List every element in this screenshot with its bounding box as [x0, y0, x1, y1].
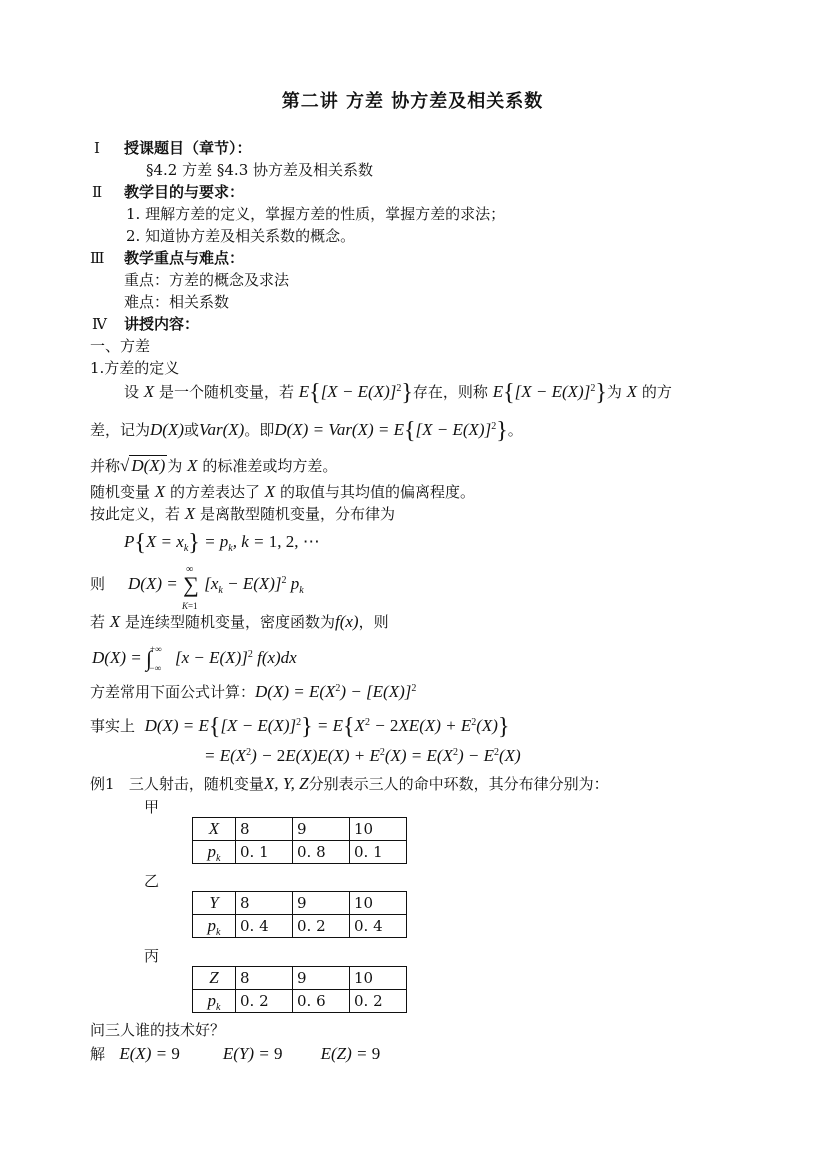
distribution-law: $P\{X = x_k\} = p_k$, k = 1, 2, ⋯: [124, 530, 320, 556]
example-line: 例1 三人射击，随机变量X, Y, Z分别表示三人的命中环数，其分布律分别为：: [90, 774, 609, 793]
table-cell: 9: [293, 892, 350, 915]
distribution-table-y: [192, 891, 407, 938]
table-row: [193, 967, 407, 990]
then-label: 则: [90, 575, 106, 593]
distribution-table-z: [192, 966, 407, 1013]
definition-heading: 1.方差的定义: [90, 359, 180, 377]
table-prob-header: $p_k$: [193, 990, 236, 1013]
proof-line-2: = $E(X^2) - 2E(X)E(X) + E^2(X) = E(X^2) - E^2(X)$: [204, 746, 521, 765]
definition-line-1: 设 X 是一个随机变量，若 $E\{[X - E(X)]^2\}$存在，则称 $E\{[X - E(X)]^2\}$为 X 的方: [124, 380, 672, 406]
computation-formula-line: 方差常用下面公式计算：$D(X) = E(X^2) - [E(X)]^2$: [90, 682, 417, 701]
table-cell: 0. 1: [350, 841, 407, 864]
distribution-table-x: [192, 817, 407, 864]
section-1-label: 授课题目（章节）：: [124, 139, 252, 157]
objective-item-1: 1. 理解方差的定义，掌握方差的性质，掌握方差的求法；: [126, 205, 506, 223]
standard-deviation-line: 并称√ D(X) 为 X 的标准差或均方差。: [90, 456, 338, 475]
table-cell: 10: [350, 967, 407, 990]
continuous-intro: 若 X 是连续型随机变量，密度函数为f(x)，则: [90, 612, 389, 631]
objective-item-2: 2. 知道协方差及相关系数的概念。: [126, 227, 356, 245]
discrete-intro: 按此定义，若 X 是离散型随机变量，分布律为: [90, 504, 395, 523]
table-prob-header: $p_k$: [193, 841, 236, 864]
table-cell: 8: [236, 892, 293, 915]
table-cell: 0. 4: [236, 915, 293, 938]
table-cell: 8: [236, 967, 293, 990]
table-cell: 10: [350, 892, 407, 915]
table-cell: 0. 1: [236, 841, 293, 864]
table-cell: 0. 6: [293, 990, 350, 1013]
table-cell: 0. 2: [293, 915, 350, 938]
table-cell: 10: [350, 818, 407, 841]
question-line: 问三人谁的技术好？: [90, 1021, 226, 1039]
section-4-label: 讲授内容：: [124, 315, 200, 333]
table-row: [193, 990, 407, 1013]
table-row: [193, 892, 407, 915]
part-heading: 一、方差: [90, 337, 151, 355]
table-cell: 0. 4: [350, 915, 407, 938]
table-cell: 9: [293, 967, 350, 990]
page-title: 第二讲 方差 协方差及相关系数: [281, 91, 544, 112]
meaning-line: 随机变量 X 的方差表达了 X 的取值与其均值的偏离程度。: [90, 482, 475, 501]
section-4-number: Ⅳ: [92, 315, 107, 333]
section-3-number: Ⅲ: [90, 249, 105, 267]
table-cell: 0. 2: [236, 990, 293, 1013]
table-cell: 9: [293, 818, 350, 841]
table-variable-header: Y: [193, 892, 236, 915]
table-row: [193, 841, 407, 864]
table-cell: 0. 8: [293, 841, 350, 864]
table-variable-header: Z: [193, 967, 236, 990]
section-3-label: 教学重点与难点：: [124, 249, 245, 267]
table-cell: 8: [236, 818, 293, 841]
table-row: [193, 818, 407, 841]
table-variable-header: X: [193, 818, 236, 841]
table-prob-header: $p_k$: [193, 915, 236, 938]
table-row: [193, 915, 407, 938]
solution-line: 解 E(X) = 9 E(Y) = 9 E(Z) = 9: [90, 1044, 381, 1063]
proof-line-1: 事实上 $D(X) = E\{[X - E(X)]^2\} = E\{X^2 - 2XE(X) + E^2(X)\}$: [90, 714, 510, 740]
table-cell: 0. 2: [350, 990, 407, 1013]
section-2-label: 教学目的与要求：: [124, 183, 245, 201]
section-2-number: Ⅱ: [92, 183, 103, 201]
discrete-variance-formula: D(X) = ∞ ∑ K=1 $[x_k - E(X)]^2$ $p_k$: [128, 564, 304, 611]
key-point: 重点：方差的概念及求法: [124, 271, 290, 289]
section-1-number: Ⅰ: [94, 139, 100, 157]
table-label-yi: 乙: [144, 872, 160, 890]
section-1-content: §4.2 方差 §4.3 协方差及相关系数: [146, 161, 374, 179]
continuous-variance-formula: $D(X) = \int^{+\infty}_{-\infty}[x - E(X)]^2$ f(x)dx: [92, 644, 297, 673]
table-label-jia: 甲: [144, 798, 160, 816]
difficult-point: 难点：相关系数: [124, 293, 230, 311]
definition-line-2: 差，记为D(X)或Var(X)。即$D(X) = Var(X) = E\{[X - E(X)]^2\}$。: [90, 418, 523, 444]
table-label-bing: 丙: [144, 947, 160, 965]
